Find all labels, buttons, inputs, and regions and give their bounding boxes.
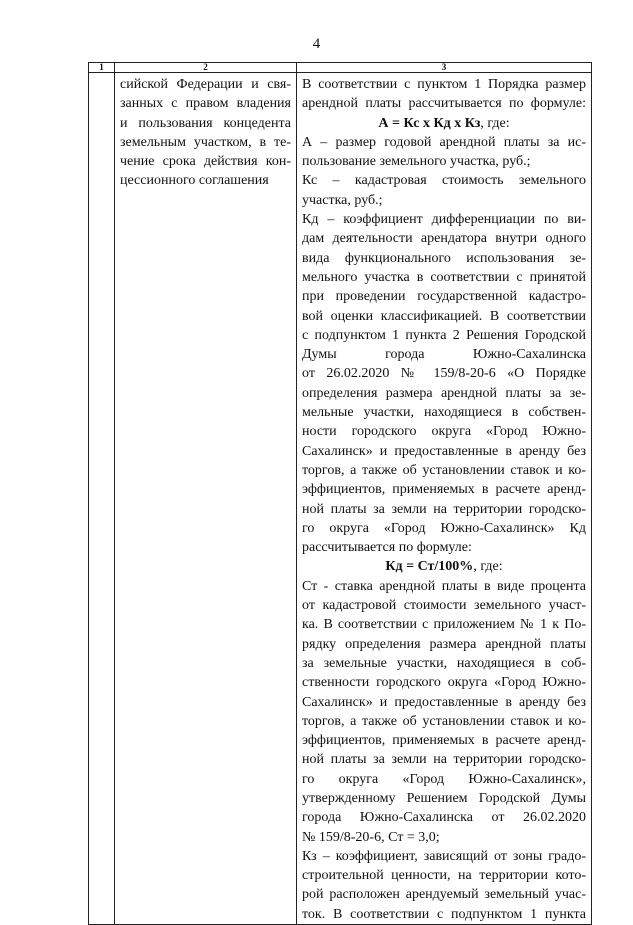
formula-expression: А = Кс х Кд х Кз (378, 115, 481, 131)
column-3-line: эффициентов, применяемых в расчете аренд- (302, 733, 586, 749)
column-3-line: ной платы за земли на территории городско- (302, 752, 586, 768)
column-3-line: пользование земельного участка, руб.; (302, 154, 531, 170)
column-3-line: го округа «Город Южно-Сахалинск», (302, 771, 586, 787)
column-3-line: В соответствии с пунктом 1 Порядка размер (302, 77, 586, 92)
column-3-line: рой расположен арендуемый земельный учас- (302, 887, 586, 903)
formula-suffix: , где: (473, 559, 503, 575)
column-3-line: от 26.02.2020 № 159/8-20-6 «О Порядке (302, 366, 586, 382)
column-2-line: и пользования концедента (120, 115, 291, 131)
column-2-line: чение срока действия кон- (120, 154, 291, 170)
formula-expression: Кд = Ст/100% (385, 559, 474, 575)
column-3-line: Кд – коэффициент дифференциации по ви- (302, 212, 586, 228)
column-2-text (115, 73, 296, 191)
page-number: 4 (312, 36, 321, 52)
column-3-cell (297, 73, 592, 925)
column-3-line: рассчитывается по формуле: (302, 540, 472, 556)
column-header-2: 2 (115, 63, 297, 73)
column-3-line: эффициентов, применяемых в расчете аренд- (302, 482, 586, 498)
column-3-line: го округа «Город Южно-Сахалинск» Кд (302, 520, 586, 536)
column-3-line: города Южно-Сахалинска от 26.02.2020 (302, 810, 586, 826)
column-3-line: торгов, а также об установлении ставок и ко- (302, 713, 586, 729)
column-header-1: 1 (89, 63, 115, 73)
column-3-line: дам деятельности арендатора внутри одного (302, 231, 586, 247)
column-3-line: Кз – коэффициент, зависящий от зоны градо- (302, 848, 586, 864)
column-3-line: за земельные участки, находящиеся в соб- (302, 655, 586, 671)
column-3-line: мельные участки, находящиеся в собствен- (302, 405, 586, 421)
column-3-line: ток. В соответствии с подпунктом 1 пункта (302, 906, 586, 922)
formula-suffix: , где: (480, 115, 510, 131)
column-3-line: вида функционального использования зе- (302, 250, 586, 266)
column-3-line: ности городского округа «Город Южно- (302, 424, 586, 440)
column-3-line: определения размера арендной платы за зе- (302, 385, 586, 401)
column-3-line: ной платы за земли на территории городско- (302, 501, 586, 517)
column-3-line: мельного участка в соответствии с принятой (302, 269, 586, 285)
column-3-line: ственности городского округа «Город Южно- (302, 675, 586, 691)
column-2-cell (115, 73, 297, 925)
column-3-line: Сахалинск» и предоставленные в аренду без (302, 443, 586, 459)
document-table (88, 62, 592, 925)
formula-line (302, 557, 586, 576)
table-header-row (89, 63, 592, 73)
column-3-line: торгов, а также об установлении ставок и ко- (302, 462, 586, 478)
column-3-line: Сахалинск» и предоставленные в аренду без (302, 694, 586, 710)
column-header-3: 3 (297, 63, 592, 73)
column-3-line: от кадастровой стоимости земельного участ- (302, 598, 586, 614)
column-3-line: участка, руб.; (302, 192, 383, 208)
column-2-line: цессионного соглашения (120, 173, 269, 189)
table-row (89, 73, 592, 925)
column-3-line: Ст - ставка арендной платы в виде процента (302, 578, 586, 594)
column-3-line: рядку определения размера арендной платы (302, 636, 586, 652)
column-3-line: ка. В соответствии с приложением № 1 к По- (302, 617, 586, 633)
column-2-line: земельным участком, в те- (120, 134, 291, 150)
column-3-line: вой оценки классификацией. В соответствии (302, 308, 586, 324)
column-3-line: № 159/8-20-6, Ст = 3,0; (302, 829, 440, 845)
column-3-line: Думы города Южно-Сахалинска (302, 347, 586, 363)
column-3-line: с подпунктом 1 пункта 2 Решения Городской (302, 327, 586, 343)
column-1-cell (89, 73, 115, 925)
column-2-line: занных с правом владения (120, 96, 291, 112)
column-3-line: А – размер годовой арендной платы за ис- (302, 134, 586, 150)
column-3-text (297, 73, 591, 924)
column-3-line: при проведении государственной кадастро- (302, 289, 586, 305)
formula-line (302, 114, 586, 133)
column-3-line: арендной платы рассчитывается по формуле: (302, 96, 586, 112)
column-3-line: утвержденному Решением Городской Думы (302, 790, 586, 806)
column-2-line: сийской Федерации и свя- (120, 77, 291, 92)
column-3-line: строительной ценности, на территории кото- (302, 868, 586, 884)
column-3-line: Кс – кадастровая стоимость земельного (302, 173, 586, 189)
